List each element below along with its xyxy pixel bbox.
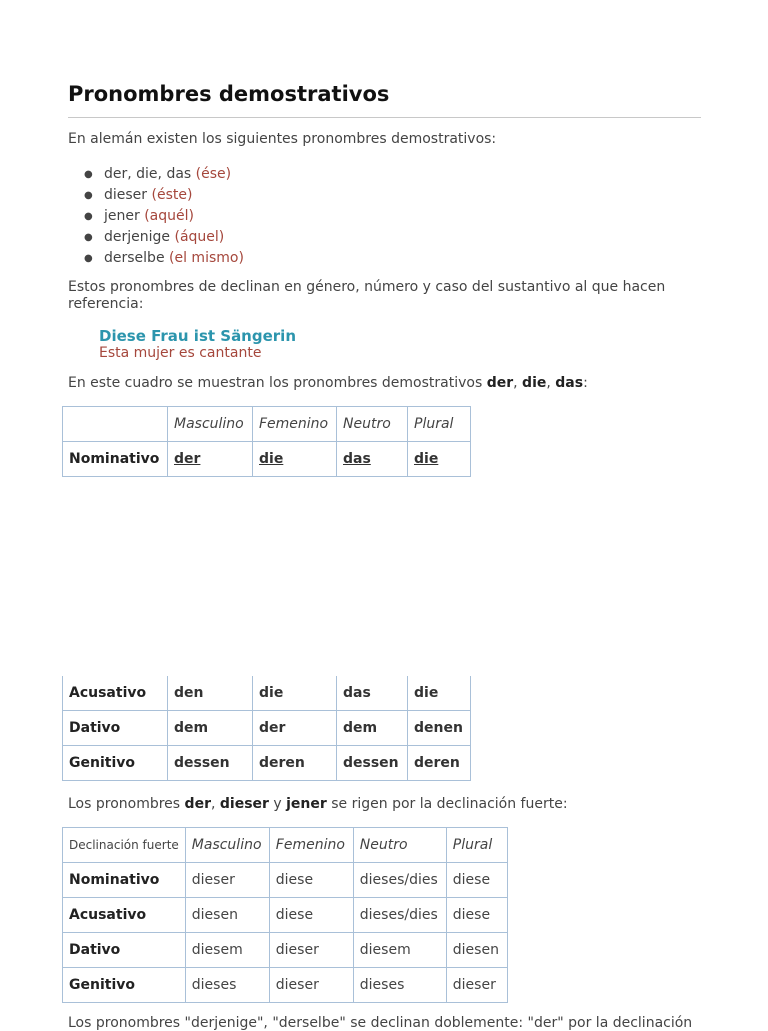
- declension-text-line1: Estos pronombres de declinan en género, número y caso del sustantivo al que hacen: [68, 279, 666, 295]
- table-link[interactable]: die: [253, 442, 337, 477]
- list-item: ● derselbe (el mismo): [84, 248, 244, 269]
- bullet-icon: ●: [84, 169, 93, 180]
- table1-intro: En este cuadro se muestran los pronombres demostrativos der, die, das:: [68, 375, 588, 391]
- bullet-icon: ●: [84, 211, 93, 222]
- table-link[interactable]: der: [168, 442, 253, 477]
- table-link[interactable]: die: [408, 442, 471, 477]
- table-row: Acusativo den die das die: [63, 676, 471, 711]
- example-spanish: Esta mujer es cantante: [99, 345, 262, 361]
- table-row: Acusativo diesen diese dieses/dies diese: [63, 898, 508, 933]
- table-row: Genitivo dessen deren dessen deren: [63, 746, 471, 781]
- table-header-row: Masculino Femenino Neutro Plural: [63, 407, 471, 442]
- intro-text: En alemán existen los siguientes pronombres demostrativos:: [68, 131, 497, 147]
- table-header-row: Declinación fuerte Masculino Femenino Neutro Plural: [63, 828, 508, 863]
- list-item: ● derjenige (áquel): [84, 227, 244, 248]
- declension-text-line2: referencia:: [68, 296, 144, 312]
- table-row: Dativo diesem dieser diesem diesen: [63, 933, 508, 968]
- list-item: ● jener (aquél): [84, 206, 244, 227]
- table-row: Dativo dem der dem denen: [63, 711, 471, 746]
- table-row: Nominativo dieser diese dieses/dies diese: [63, 863, 508, 898]
- table-link[interactable]: das: [337, 442, 408, 477]
- table-row: Genitivo dieses dieser dieses dieser: [63, 968, 508, 1003]
- list-item: ● dieser (éste): [84, 185, 244, 206]
- bullet-icon: ●: [84, 190, 93, 201]
- page-title: Pronombres demostrativos: [68, 82, 390, 106]
- bullet-icon: ●: [84, 232, 93, 243]
- demonstrative-table-bottom: [62, 676, 471, 781]
- pronoun-list: [84, 164, 244, 269]
- demonstrative-table-top: [62, 406, 471, 477]
- table-row: Nominativo der die das die: [63, 442, 471, 477]
- title-divider: [68, 117, 701, 118]
- strong-declension-intro: Los pronombres der, dieser y jener se rigen por la declinación fuerte:: [68, 796, 568, 812]
- list-item: ● der, die, das (ése): [84, 164, 244, 185]
- bullet-icon: ●: [84, 253, 93, 264]
- example-german: Diese Frau ist Sängerin: [99, 327, 296, 345]
- footer-text-cut: Los pronombres "derjenige", "derselbe" se declinan doblemente: "der" por la declinación: [68, 1015, 693, 1031]
- strong-declension-table: [62, 827, 508, 1003]
